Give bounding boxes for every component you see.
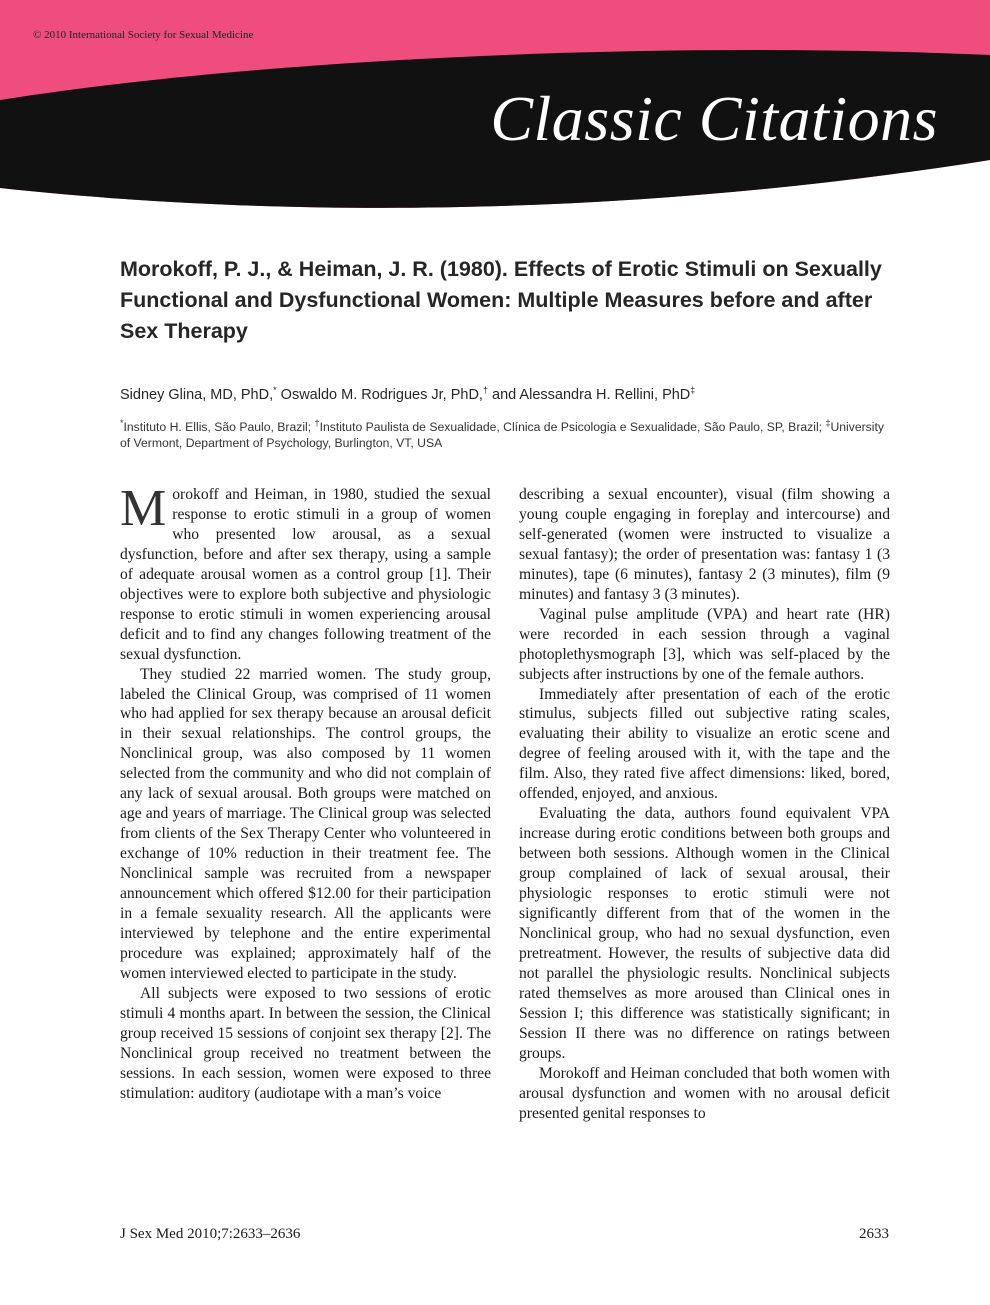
body-paragraph: Evaluating the data, authors found equivalent VPA increase during erotic conditions between both groups and between both sessions. Although women in the Clinical group complained of lack of sexual arousal, their physiologic responses to erotic stimuli were not significantly different from that of the women in the Nonclinical group, who had no sexual dysfunction, even pretreatment. However, the results of subjective data did not parallel the physiologic results. Nonclinical subjects rated themselves as more aroused than Clinical ones in Session I; this difference was statistically significant; in Session II there was no difference on ratings between groups. (519, 805, 890, 1062)
body-paragraph: Morokoff and Heiman concluded that both women with arousal dysfunction and women with no arousal deficit presented genital responses to (519, 1064, 890, 1122)
article-title: Morokoff, P. J., & Heiman, J. R. (1980). Effects of Erotic Stimuli on Sexually Functional and Dysfunctional Women: Multiple Measures before and after Sex Therapy (120, 257, 882, 343)
affiliation-text: Instituto H. Ellis, São Paulo, Brazil; (123, 420, 315, 435)
author-name: Oswaldo M. Rodrigues Jr, PhD, (280, 386, 483, 403)
body-paragraph: All subjects were exposed to two sessions of erotic stimuli 4 months apart. In between the session, the Clinical group received 15 sessions of conjoint sex therapy [2]. The Nonclinical group received no treatment between the sessions. In each session, women were exposed to three stimulation: auditory (audiotape with a man’s voice (120, 984, 491, 1102)
body-paragraph: Vaginal pulse amplitude (VPA) and heart rate (HR) were recorded in each session through a vaginal photoplethysmograph [3], which was self-placed by the subjects after instructions by one of the female authors. (519, 605, 890, 683)
affiliation-text: Instituto Paulista de Sexualidade, Clínica de Psicologia e Sexualidade, São Paulo, SP, Brazil; (319, 420, 826, 435)
affiliation-mark: ‡ (825, 418, 831, 428)
affiliations (120, 415, 895, 451)
affiliation-mark: † (314, 418, 320, 428)
author-name: Sidney Glina, MD, PhD, (120, 386, 274, 403)
body-paragraph: Immediately after presentation of each of the erotic stimulus, subjects filled out subjective rating scales, evaluating their ability to visualize an erotic scene and degree of feeling aroused with it, with the tape and the film. Also, they rated five affect dimensions: liked, bored, offended, enjoyed, and anxious. (519, 685, 890, 803)
affiliation-text: University of Vermont, Department of Psychology, Burlington, VT, USA (120, 420, 884, 451)
body-paragraph: describing a sexual encounter), visual (film showing a young couple engaging in foreplay and intercourse) and self-generated (women were instructed to visualize a sexual fantasy); the order of presentation was: fantasy 1 (3 minutes), tape (6 minutes), fantasy 2 (3 minutes), film (9 minutes) and fantasy 3 (3 minutes). (519, 486, 890, 603)
page-number: 2633 (859, 1226, 889, 1242)
author-mark: † (482, 385, 488, 395)
body-column-left (120, 480, 491, 1104)
affiliation-mark: * (120, 418, 124, 428)
paragraph-text: orokoff and Heiman, in 1980, studied the sexual response to erotic stimuli in a group of women who presented low arousal, as a sexual dysfunction, before and after sex therapy, using a sample of adequate arousal women as a control group [1]. Their objectives were to explore both subjective and physiologic response to erotic stimuli in women experiencing arousal deficit and to find any changes following treatment of the sexual dysfunction. (120, 486, 491, 663)
author-mark: * (273, 385, 277, 395)
author-list (120, 385, 895, 403)
section-title: Classic Citations (490, 83, 938, 154)
body-paragraph: They studied 22 married women. The study group, labeled the Clinical Group, was comprised of 11 women who had applied for sex therapy because an arousal deficit in their sexual relationships. The control groups, the Nonclinical group, was also composed by 11 women selected from the community and who did not complain of any lack of sexual arousal. Both groups were matched on age and years of marriage. The Clinical group was selected from clients of the Sex Therapy Center who volunteered in exchange of 10% reduction in their treatment fee. The Nonclinical sample was recruited from a newspaper announcement which offered $12.00 for their participation in a female sexuality research. All the applicants were interviewed by telephone and the entire experimental procedure was explained; approximately half of the women interviewed elected to participate in the study. (120, 665, 491, 982)
drop-cap: M (120, 480, 167, 537)
copyright-notice: © 2010 International Society for Sexual Medicine (33, 29, 254, 41)
body-column-right (519, 485, 890, 1124)
body-paragraph (120, 480, 491, 665)
journal-citation: J Sex Med 2010;7:2633–2636 (120, 1226, 301, 1242)
author-mark: ‡ (690, 385, 696, 395)
author-name: and Alessandra H. Rellini, PhD (492, 386, 691, 403)
